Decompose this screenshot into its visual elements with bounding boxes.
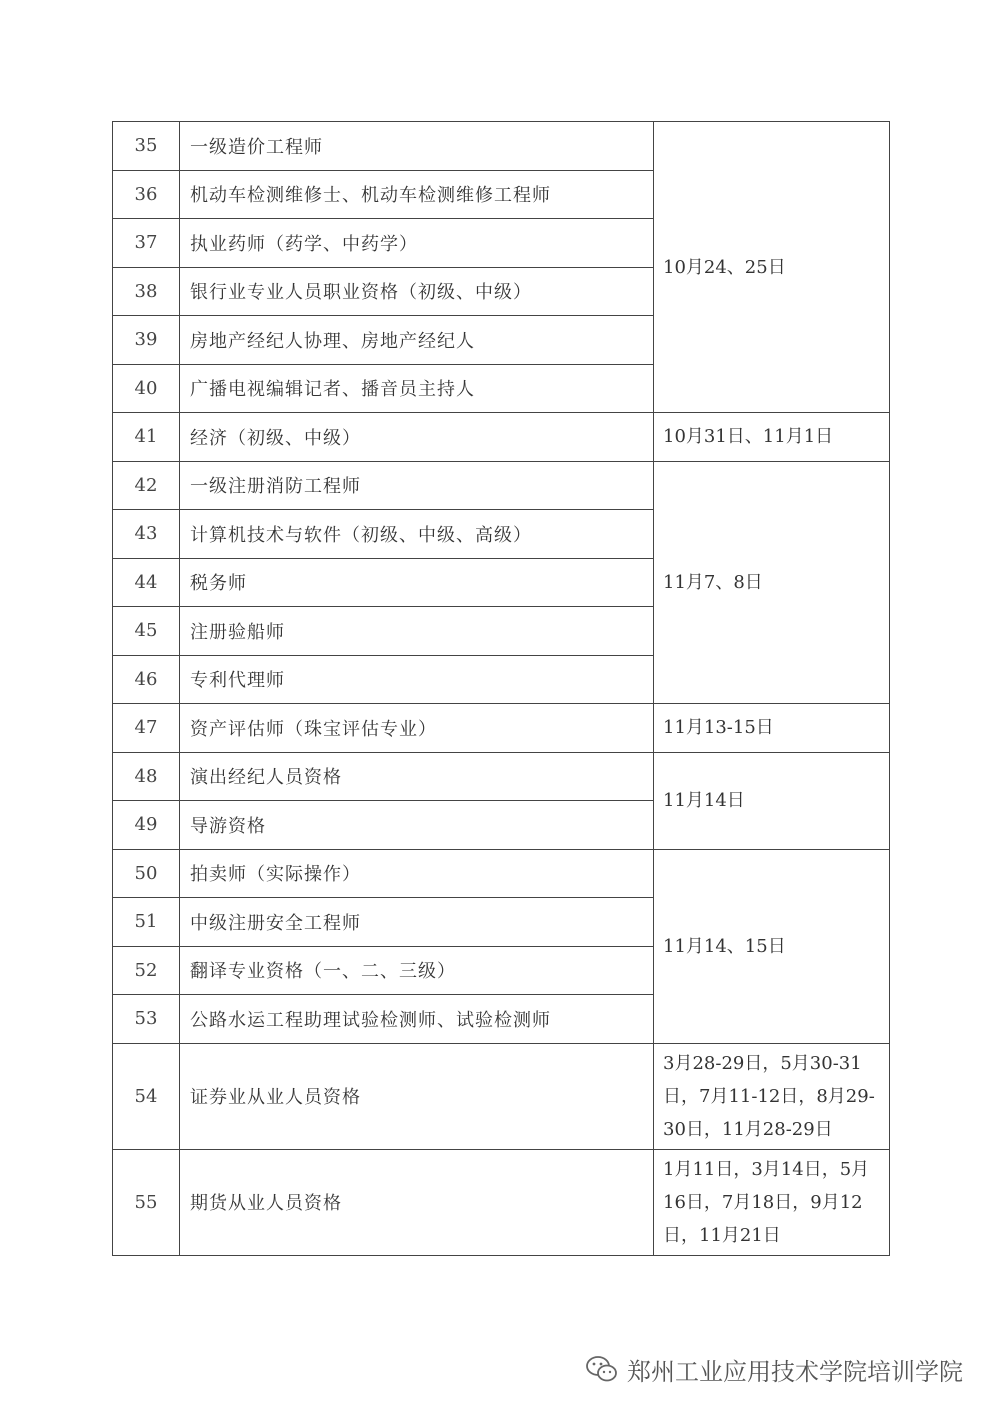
row-number: 44 (113, 558, 180, 607)
row-number: 38 (113, 267, 180, 316)
row-number: 41 (113, 413, 180, 462)
exam-date: 11月14日 (654, 752, 890, 849)
row-number: 43 (113, 510, 180, 559)
exam-name: 银行业专业人员职业资格（初级、中级） (180, 267, 654, 316)
exam-name: 广播电视编辑记者、播音员主持人 (180, 364, 654, 413)
exam-name: 专利代理师 (180, 655, 654, 704)
row-number: 37 (113, 219, 180, 268)
row-number: 50 (113, 849, 180, 898)
row-number: 54 (113, 1043, 180, 1149)
table-row (113, 122, 890, 171)
watermark-text: 郑州工业应用技术学院培训学院 (627, 1357, 963, 1386)
exam-name: 房地产经纪人协理、房地产经纪人 (180, 316, 654, 365)
row-number: 55 (113, 1149, 180, 1255)
row-number: 45 (113, 607, 180, 656)
row-number: 48 (113, 752, 180, 801)
exam-name: 计算机技术与软件（初级、中级、高级） (180, 510, 654, 559)
exam-date: 10月31日、11月1日 (654, 413, 890, 462)
wechat-icon (585, 1354, 619, 1384)
exam-name: 经济（初级、中级） (180, 413, 654, 462)
exam-name: 证券业从业人员资格 (180, 1043, 654, 1149)
exam-name: 一级造价工程师 (180, 122, 654, 171)
table-row (113, 752, 890, 801)
table-row (113, 413, 890, 462)
exam-name: 拍卖师（实际操作） (180, 849, 654, 898)
wechat-watermark (585, 1349, 963, 1389)
exam-name: 演出经纪人员资格 (180, 752, 654, 801)
exam-date: 11月13-15日 (654, 704, 890, 753)
table-row (113, 849, 890, 898)
exam-name: 一级注册消防工程师 (180, 461, 654, 510)
row-number: 53 (113, 995, 180, 1044)
exam-name: 资产评估师（珠宝评估专业） (180, 704, 654, 753)
exam-date: 10月24、25日 (654, 122, 890, 413)
row-number: 40 (113, 364, 180, 413)
table-row (113, 1149, 890, 1255)
row-number: 49 (113, 801, 180, 850)
exam-schedule-table (112, 121, 890, 1256)
exam-name: 导游资格 (180, 801, 654, 850)
table-row (113, 1043, 890, 1149)
exam-date: 11月7、8日 (654, 461, 890, 704)
exam-name: 税务师 (180, 558, 654, 607)
row-number: 46 (113, 655, 180, 704)
row-number: 36 (113, 170, 180, 219)
row-number: 39 (113, 316, 180, 365)
exam-name: 期货从业人员资格 (180, 1149, 654, 1255)
row-number: 47 (113, 704, 180, 753)
exam-name: 公路水运工程助理试验检测师、试验检测师 (180, 995, 654, 1044)
exam-date: 1月11日，3月14日，5月16日，7月18日，9月12日，11月21日 (654, 1149, 890, 1255)
row-number: 35 (113, 122, 180, 171)
row-number: 42 (113, 461, 180, 510)
table-row (113, 461, 890, 510)
exam-name: 翻译专业资格（一、二、三级） (180, 946, 654, 995)
table-row (113, 704, 890, 753)
exam-name: 注册验船师 (180, 607, 654, 656)
exam-name: 中级注册安全工程师 (180, 898, 654, 947)
exam-name: 机动车检测维修士、机动车检测维修工程师 (180, 170, 654, 219)
exam-date: 3月28-29日，5月30-31日，7月11-12日，8月29-30日，11月28-29日 (654, 1043, 890, 1149)
row-number: 51 (113, 898, 180, 947)
row-number: 52 (113, 946, 180, 995)
exam-name: 执业药师（药学、中药学） (180, 219, 654, 268)
exam-date: 11月14、15日 (654, 849, 890, 1043)
